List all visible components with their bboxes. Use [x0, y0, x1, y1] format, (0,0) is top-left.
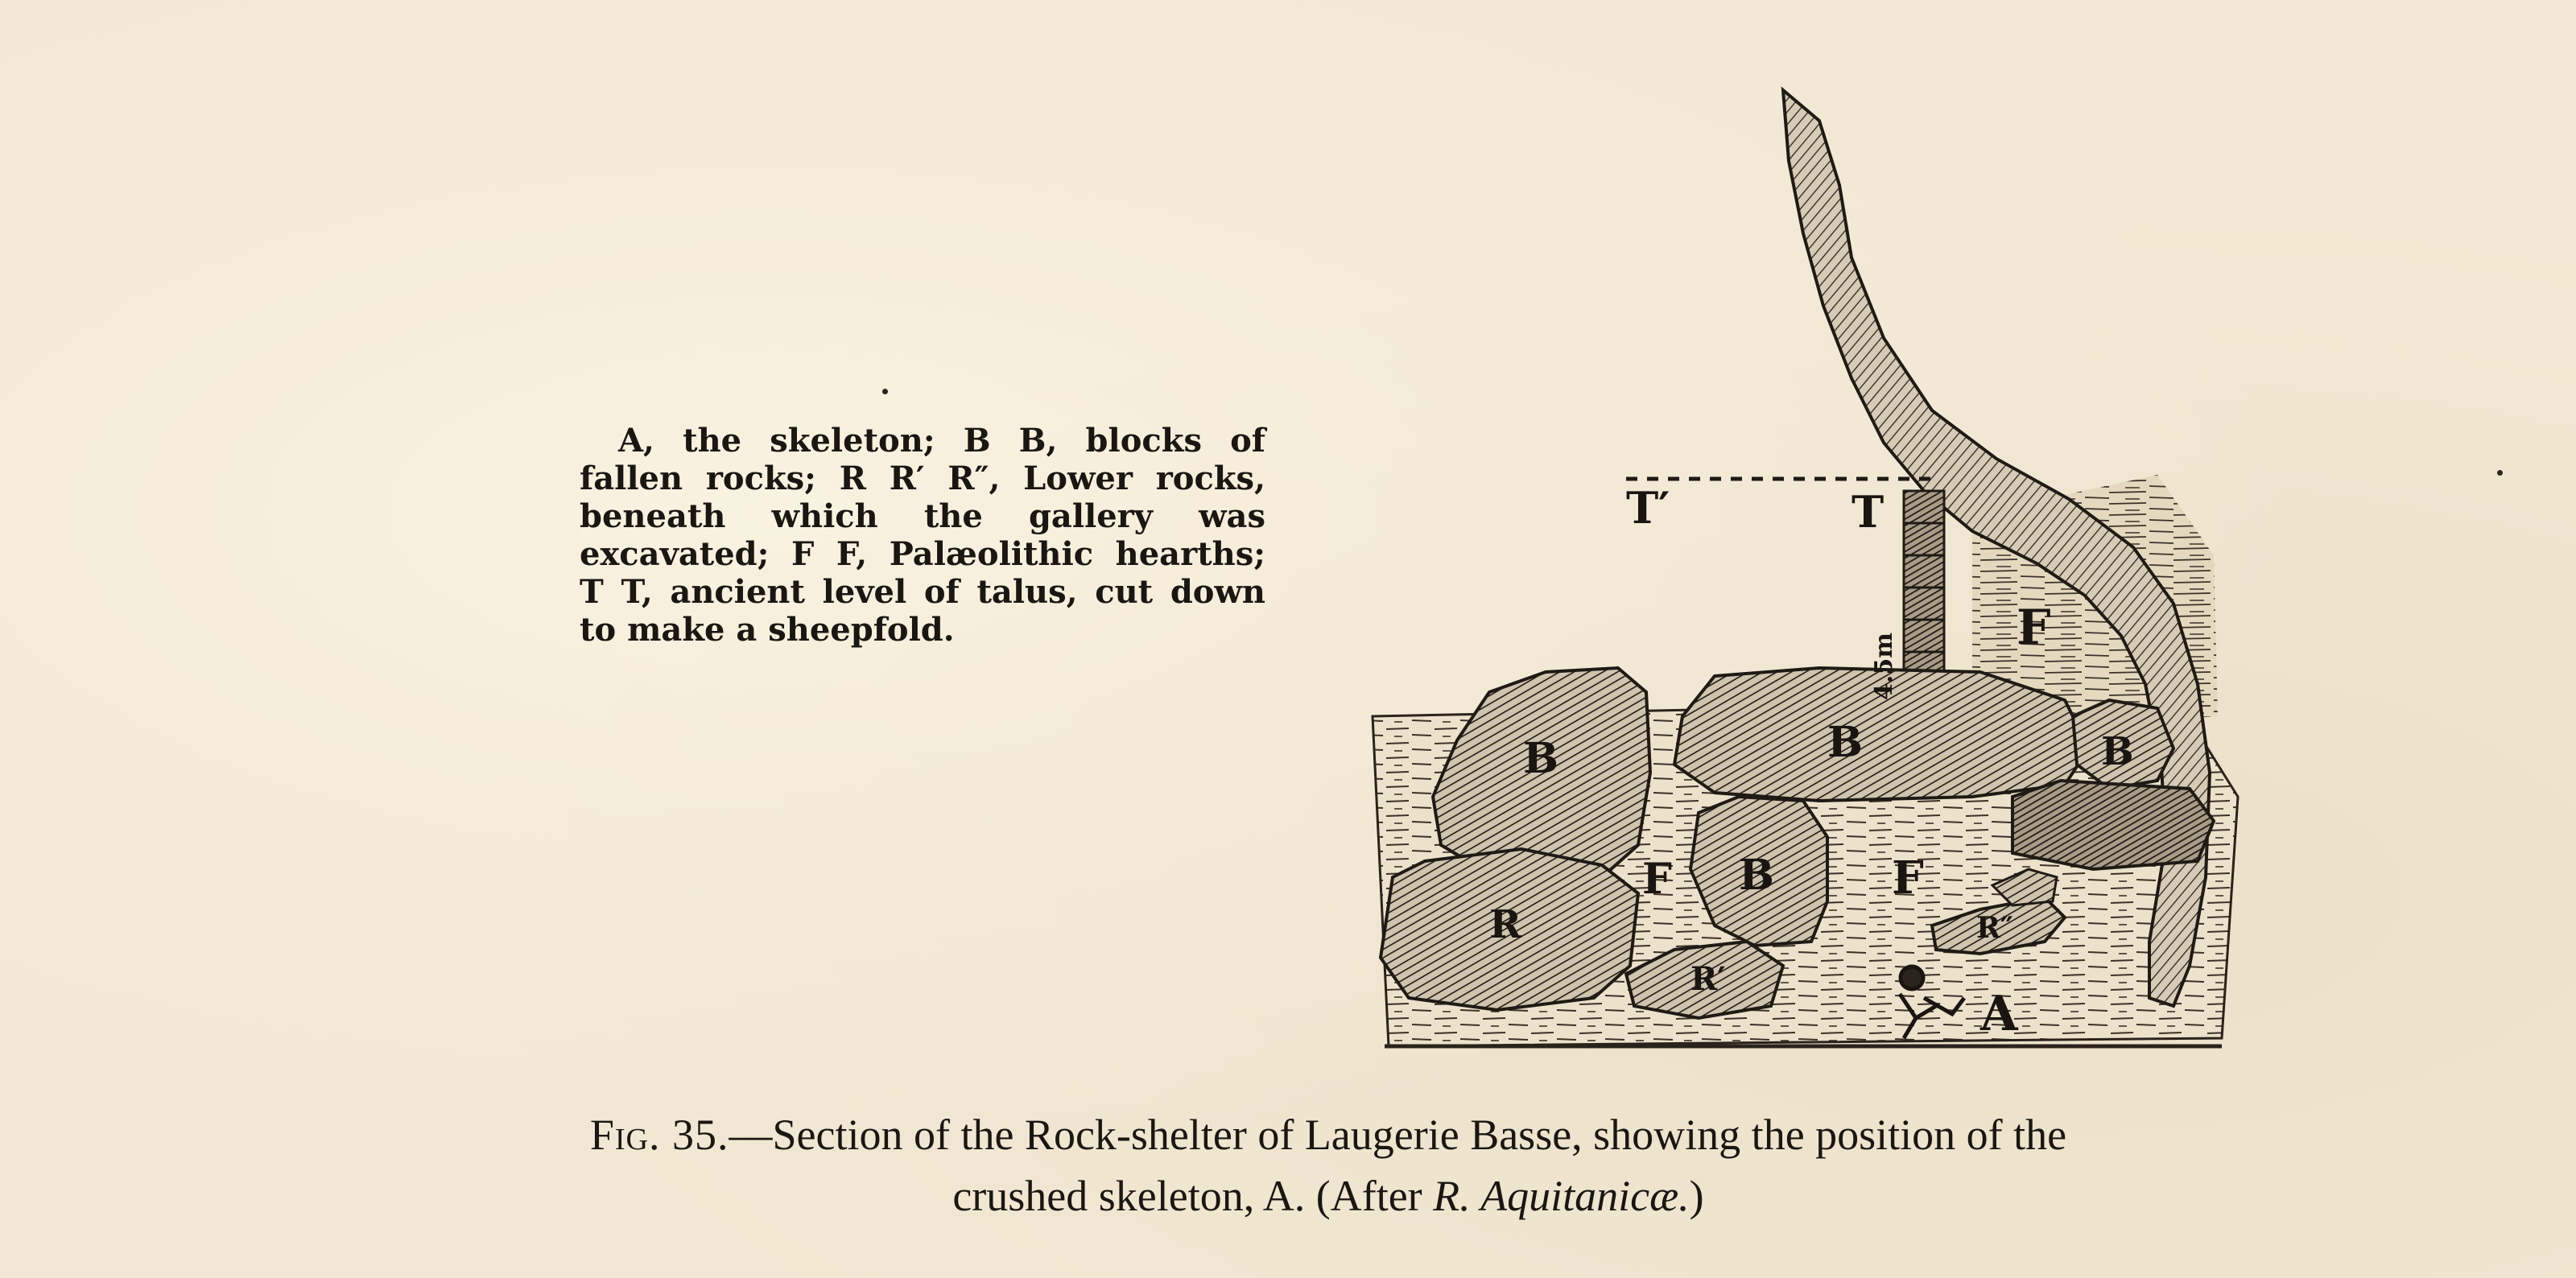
- legend-line: T T, ancient level of talus, cut down: [580, 573, 1265, 611]
- label-r-prime: R′: [1690, 960, 1726, 998]
- figure-number: Fig. 35.: [589, 1111, 729, 1159]
- label-t: T: [1852, 486, 1885, 538]
- label-f-upper: F: [2017, 600, 2051, 656]
- caption-line-1: [451, 1104, 2206, 1165]
- label-a: A: [1980, 986, 2018, 1042]
- legend-line: fallen rocks; R R′ R″, Lower rocks,: [580, 460, 1265, 497]
- speck: [2497, 470, 2503, 476]
- label-t-prime: T′: [1626, 482, 1670, 534]
- label-b-right: B: [2101, 729, 2134, 774]
- figure-caption: [451, 1104, 2206, 1226]
- label-f-left: F: [1642, 855, 1672, 904]
- block-right-flat: [2013, 781, 2214, 869]
- caption-line-2: [451, 1165, 2206, 1226]
- figure-legend: [580, 422, 1265, 649]
- legend-line: excavated; F F, Palæolithic hearths;: [580, 535, 1265, 573]
- label-b-center: B: [1827, 718, 1863, 767]
- legend-line: to make a sheepfold.: [580, 611, 955, 649]
- label-measure: 4.5m: [1870, 633, 1898, 700]
- speck: [882, 389, 888, 394]
- label-r-double: R″: [1976, 911, 2014, 945]
- rock-shelter-section-figure: [1336, 72, 2302, 1078]
- label-f-center: F: [1892, 851, 1924, 905]
- legend-line: A, the skeleton; B B, blocks of: [618, 422, 1265, 460]
- caption-text-1: —Section of the Rock-shelter of Laugerie Basse, showing the position of the: [729, 1111, 2067, 1159]
- label-b-lower: B: [1739, 851, 1774, 900]
- label-b-left: B: [1523, 734, 1558, 783]
- legend-line: beneath which the gallery was: [580, 497, 1265, 535]
- label-r-left: R: [1489, 902, 1521, 947]
- caption-close: ): [1689, 1172, 1704, 1220]
- caption-source: R. Aquitanicæ.: [1433, 1172, 1690, 1220]
- caption-text-2: crushed skeleton, A. (After: [952, 1172, 1434, 1220]
